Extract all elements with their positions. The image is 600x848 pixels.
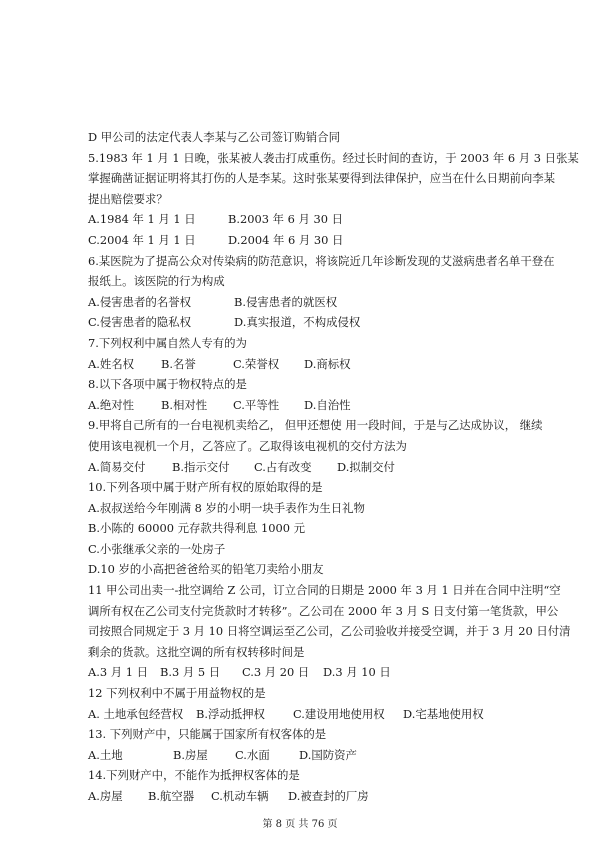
- option-d: D.10 岁的小高把爸爸给买的铅笔刀卖给小朋友: [88, 562, 324, 577]
- option-a: A.1984 年 1 月 1 日: [88, 212, 196, 227]
- text-line: 调所有权在乙公司支付完货款时才转移”。乙公司在 2000 年 3 月 S 日支付第一笔货款，甲公: [88, 603, 559, 618]
- question-6-options-row-1: [88, 292, 520, 313]
- question-12-options: [88, 704, 520, 725]
- option-b: B.浮动抵押权: [196, 706, 265, 721]
- option-d: D.商标权: [304, 356, 351, 371]
- question-7-options: [88, 354, 520, 375]
- question-6-options-row-2: [88, 312, 520, 333]
- option-a: A.叔叔送给今年刚满 8 岁的小明一块手表作为生日礼物: [88, 500, 365, 515]
- option-c: C.侵害患者的隐私权: [88, 315, 192, 330]
- option-c: C.小张继承父亲的一处房子: [88, 541, 226, 556]
- option-a: A.姓名权: [88, 356, 135, 371]
- page-number-footer: 第 8 页 共 76 页: [262, 819, 338, 830]
- text-line: 报纸上。该医院的行为构成: [88, 274, 225, 289]
- option-c: C.平等性: [233, 397, 280, 412]
- option-c: C.2004 年 1 月 1 日: [88, 232, 196, 247]
- option-c: C.荣誉权: [233, 356, 280, 371]
- option-d: D.被查封的厂房: [288, 789, 369, 803]
- option-d: D.3 月 10 日: [323, 665, 391, 680]
- question-14-text: 14.下列财产中，不能作为抵押权客体的是: [88, 768, 300, 783]
- text-line: 提出赔偿要求？: [88, 191, 168, 206]
- option-c: C.机动车辆: [211, 789, 269, 803]
- option-b: B.侵害患者的就医权: [234, 294, 338, 309]
- question-13-text: 13. 下列财产中，只能属于国家所有权客体的是: [88, 727, 327, 742]
- option-d: D.真实报道，不构成侵权: [234, 315, 361, 330]
- text-line: 司按照合同规定于 3 月 10 日将空调运至乙公司，乙公司验收并接受空调，并于 3 月 20 日付清: [88, 624, 571, 639]
- option-b: B.名誉: [161, 356, 196, 371]
- option-c: C.水面: [235, 747, 270, 762]
- option-a: A.3 月 1 日: [88, 665, 148, 680]
- option-a: A.土地: [88, 747, 123, 762]
- question-9-options: [88, 457, 520, 478]
- option-b: B.房屋: [173, 747, 208, 762]
- option-c: C.占有改变: [254, 459, 312, 474]
- option-b: B.小陈的 60000 元存款共得利息 1000 元: [88, 521, 305, 536]
- option-d: D.2004 年 6 月 30 日: [228, 232, 344, 247]
- option-b: B.相对性: [161, 397, 208, 412]
- question-5-text: 5.1983 年 1 月 1 日晚，张某被人袭击打成重伤。经过长时间的查访，于 2003 年 6 月 3 日张某: [88, 150, 579, 165]
- option-b: B.航空器: [148, 789, 195, 803]
- option-d: D.国防资产: [299, 747, 357, 762]
- option-a: A.房屋: [88, 789, 123, 803]
- question-7-text: 7.下列权利中属自然人专有的为: [88, 335, 247, 350]
- option-b: B.3 月 5 日: [160, 665, 221, 680]
- exam-content: [88, 127, 579, 807]
- question-14-options: [88, 786, 520, 807]
- question-10-text: 10.下列各项中属于财产所有权的原始取得的是: [88, 480, 323, 495]
- option-a: A.侵害患者的名誉权: [88, 294, 191, 309]
- text-line: 剩余的货款。这批空调的所有权转移时间是: [88, 644, 305, 659]
- question-13-options: [88, 745, 520, 766]
- question-12-text: 12 下列权利中不属于用益物权的是: [88, 686, 266, 701]
- question-9-text: 9.甲将自己所有的一台电视机卖给乙， 但甲还想使 用一段时间，于是与乙达成协议， 继续: [88, 418, 543, 433]
- option-c: C.建设用地使用权: [293, 706, 385, 721]
- question-11-options: [88, 662, 520, 683]
- option-d: D.自治性: [304, 397, 351, 412]
- option-d: D.拟制交付: [337, 459, 395, 474]
- option-c: C.3 月 20 日: [242, 665, 310, 680]
- question-11-text: 11 甲公司出卖一-批空调给 Z 公司，订立合同的日期是 2000 年 3 月 1 日并在合同中注明“空: [88, 583, 561, 598]
- question-8-text: 8.以下各项中属于物权特点的是: [88, 377, 247, 392]
- text-line: 掌握确凿证据证明将其打伤的人是李某。这时张某要得到法律保护，应当在什么日期前向李某: [88, 171, 556, 186]
- question-5-options-row-2: [88, 230, 520, 251]
- text-line: D 甲公司的法定代表人李某与乙公司签订购销合同: [88, 130, 340, 144]
- option-b: B.指示交付: [172, 459, 230, 474]
- option-d: D.宅基地使用权: [403, 706, 484, 721]
- option-a: A.绝对性: [88, 397, 135, 412]
- question-5-options-row-1: [88, 209, 520, 230]
- text-line: 使用该电视机一个月，乙答应了。乙取得该电视机的交付方法为: [88, 438, 407, 453]
- question-6-text: 6.某医院为了提高公众对传染病的防范意识，将该院近几年诊断发现的艾滋病患者名单干登在: [88, 253, 555, 268]
- option-b: B.2003 年 6 月 30 日: [228, 212, 343, 227]
- option-a: A. 土地承包经营权: [88, 706, 184, 721]
- option-a: A.简易交付: [88, 459, 146, 474]
- question-8-options: [88, 395, 520, 416]
